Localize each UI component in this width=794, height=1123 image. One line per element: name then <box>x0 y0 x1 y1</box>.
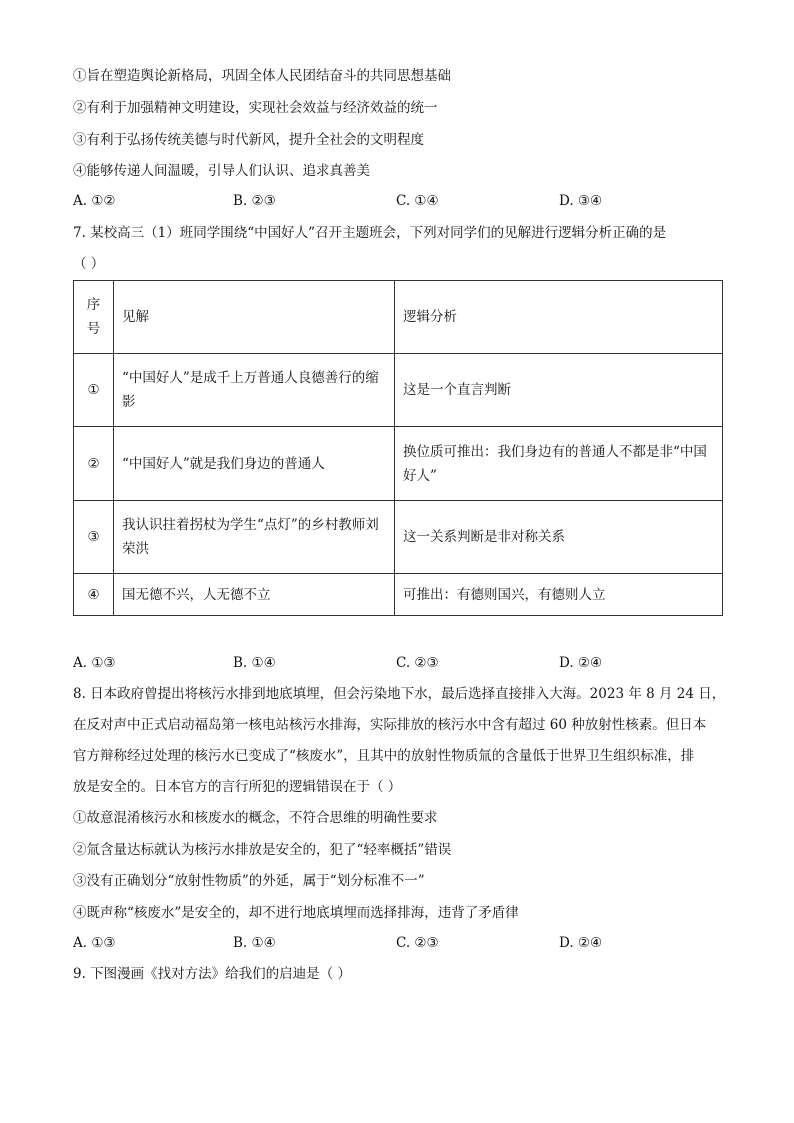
q8-statement-3: ③没有正确划分“放射性物质”的外延，属于“划分标准不一” <box>73 873 425 889</box>
q6-statement-1: ①旨在塑造舆论新格局，巩固全体人民团结奋斗的共同思想基础 <box>73 68 451 84</box>
q9-stem: 9. 下图漫画《找对方法》给我们的启迪是（ ） <box>73 966 351 982</box>
table-header-row <box>74 281 723 354</box>
row-view: 国无德不兴，人无德不立 <box>114 574 395 616</box>
row-number: ① <box>74 354 114 427</box>
table-row <box>74 354 723 427</box>
q8-stem-line1: 8. 日本政府曾提出将核污水排到地底填埋，但会污染地下水，最后选择直接排入大海。2023 年 8 月 24 日， <box>73 686 726 702</box>
row-analysis: 这是一个直言判断 <box>395 354 723 427</box>
q8-option-d[interactable]: D. ②④ <box>559 935 603 951</box>
q6-option-c[interactable]: C. ①④ <box>396 193 439 209</box>
q8-stem-line4: 放是安全的。日本官方的言行所犯的逻辑错误在于（ ） <box>73 779 402 795</box>
header-analysis: 逻辑分析 <box>395 281 723 354</box>
q6-option-b[interactable]: B. ②③ <box>233 193 276 209</box>
q8-statement-4: ④既声称“核废水”是安全的，却不进行地底填埋而选择排海，违背了矛盾律 <box>73 905 519 921</box>
row-view: 我认识拄着拐杖为学生“点灯”的乡村教师刘荣洪 <box>114 501 395 574</box>
q6-options <box>73 191 723 211</box>
q6-statement-4: ④能够传递人间温暖，引导人们认识、追求真善美 <box>73 163 370 179</box>
table-row <box>74 501 723 574</box>
q6-statement-2: ②有利于加强精神文明建设，实现社会效益与经济效益的统一 <box>73 100 438 116</box>
row-view: “中国好人”是成千上万普通人良德善行的缩影 <box>114 354 395 427</box>
q7-table <box>73 280 723 616</box>
q7-options <box>73 653 723 673</box>
row-view: “中国好人”就是我们身边的普通人 <box>114 427 395 501</box>
q8-option-a[interactable]: A. ①③ <box>73 935 116 951</box>
q6-option-a[interactable]: A. ①② <box>73 193 116 209</box>
row-analysis: 换位质可推出：我们身边有的普通人不都是非“中国好人” <box>395 427 723 501</box>
q6-statement-3: ③有利于弘扬传统美德与时代新风，提升全社会的文明程度 <box>73 132 424 148</box>
q8-stem-line3: 官方辩称经过处理的核污水已变成了“核废水”，且其中的放射性物质氚的含量低于世界卫生组织标准，排 <box>73 748 695 764</box>
header-view: 见解 <box>114 281 395 354</box>
table-row <box>74 427 723 501</box>
row-number: ③ <box>74 501 114 574</box>
row-number: ② <box>74 427 114 501</box>
header-number: 序号 <box>74 281 114 354</box>
row-analysis: 可推出：有德则国兴，有德则人立 <box>395 574 723 616</box>
q7-option-a[interactable]: A. ①③ <box>73 655 116 671</box>
table-row <box>74 574 723 616</box>
row-analysis: 这一关系判断是非对称关系 <box>395 501 723 574</box>
q7-option-b[interactable]: B. ①④ <box>233 655 276 671</box>
q7-stem-line1: 7. 某校高三（1）班同学围绕“中国好人”召开主题班会，下列对同学们的见解进行逻辑分析正确的是 <box>73 225 667 241</box>
q8-options <box>73 933 723 953</box>
q8-statement-2: ②氚含量达标就认为核污水排放是安全的，犯了“轻率概括”错误 <box>73 842 452 858</box>
q7-option-d[interactable]: D. ②④ <box>559 655 603 671</box>
q8-stem-line2: 在反对声中正式启动福岛第一核电站核污水排海，实际排放的核污水中含有超过 60 种放射性核素。但日本 <box>73 717 707 733</box>
q8-statement-1: ①故意混淆核污水和核废水的概念，不符合思维的明确性要求 <box>73 810 438 826</box>
row-number: ④ <box>74 574 114 616</box>
q8-option-c[interactable]: C. ②③ <box>396 935 439 951</box>
q7-option-c[interactable]: C. ②③ <box>396 655 439 671</box>
q8-option-b[interactable]: B. ①④ <box>233 935 276 951</box>
q7-stem-line2: （ ） <box>73 256 105 272</box>
q6-option-d[interactable]: D. ③④ <box>559 193 603 209</box>
